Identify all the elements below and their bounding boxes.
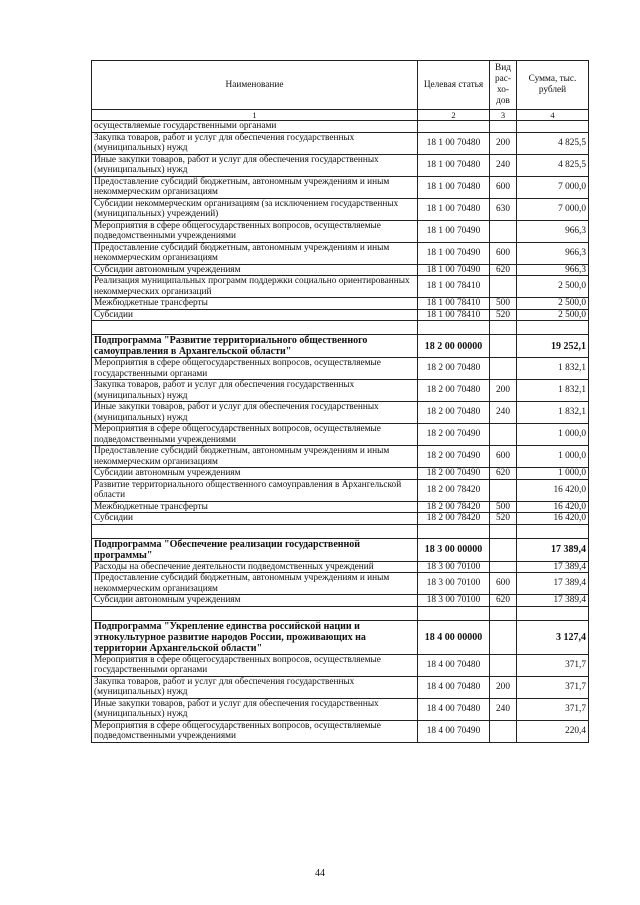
budget-table-page — [91, 60, 588, 743]
cell-target-article: 18 4 00 70480 — [418, 654, 490, 676]
cell-amount: 1 000,0 — [517, 468, 589, 480]
cell-expense-type: 620 — [490, 468, 517, 480]
cell-name — [92, 606, 418, 620]
cell-name: Иные закупки товаров, работ и услуг для обеспечения государственных (муниципальных) нужд — [92, 402, 418, 424]
cell-name: Подпрограмма "Укрепление единства российской нации и этнокультурное развитие народов России, проживающих на территории Архангельской области" — [92, 620, 418, 654]
table-row — [92, 424, 589, 446]
cell-expense-type — [490, 524, 517, 538]
table-row — [92, 264, 589, 276]
page-number: 44 — [315, 868, 325, 879]
cell-amount: 371,7 — [517, 698, 589, 720]
cell-name: Подпрограмма "Развитие территориального общественного самоуправления в Архангельской области" — [92, 335, 418, 358]
cell-name: Иные закупки товаров, работ и услуг для обеспечения государственных (муниципальных) нужд — [92, 698, 418, 720]
table-row — [92, 513, 589, 525]
cell-amount: 966,3 — [517, 264, 589, 276]
cell-name: Закупка товаров, работ и услуг для обеспечения государственных (муниципальных) нужд — [92, 676, 418, 698]
subprogram-row — [92, 538, 589, 561]
table-row — [92, 698, 589, 720]
cell-amount: 19 252,1 — [517, 335, 589, 358]
cell-amount: 1 000,0 — [517, 446, 589, 468]
cell-expense-type: 600 — [490, 242, 517, 264]
cell-target-article: 18 1 00 78410 — [418, 309, 490, 321]
cell-name: Мероприятия в сфере общегосударственных вопросов, осуществляемые государственными органами — [92, 358, 418, 380]
cell-expense-type: 630 — [490, 198, 517, 220]
cell-expense-type — [490, 358, 517, 380]
cell-amount: 1 832,1 — [517, 402, 589, 424]
cell-expense-type: 520 — [490, 513, 517, 525]
cell-name: Субсидии — [92, 309, 418, 321]
cell-amount: 1 832,1 — [517, 358, 589, 380]
cell-expense-type — [490, 538, 517, 561]
cell-name — [92, 321, 418, 335]
header-sum: Сумма, тыс. рублей — [517, 61, 589, 110]
cell-expense-type — [490, 561, 517, 573]
cell-expense-type — [490, 276, 517, 298]
cell-name: Межбюджетные трансферты — [92, 501, 418, 513]
cell-expense-type: 240 — [490, 698, 517, 720]
table-row — [92, 501, 589, 513]
cell-amount: 1 832,1 — [517, 380, 589, 402]
spacer-row — [92, 606, 589, 620]
cell-target-article: 18 2 00 70490 — [418, 446, 490, 468]
col-number-3: 3 — [490, 110, 517, 121]
header-name: Наименование — [92, 61, 418, 110]
table-header-row — [92, 61, 589, 110]
cell-name: Закупка товаров, работ и услуг для обеспечения государственных (муниципальных) нужд — [92, 132, 418, 154]
cell-expense-type: 200 — [490, 380, 517, 402]
cell-target-article: 18 3 00 70100 — [418, 573, 490, 595]
table-row — [92, 198, 589, 220]
table-row — [92, 276, 589, 298]
cell-target-article: 18 2 00 70480 — [418, 380, 490, 402]
cell-name: Субсидии — [92, 513, 418, 525]
cell-target-article: 18 1 00 70480 — [418, 198, 490, 220]
cell-expense-type: 620 — [490, 595, 517, 607]
cell-expense-type — [490, 479, 517, 501]
cell-expense-type — [490, 654, 517, 676]
cell-target-article: 18 2 00 00000 — [418, 335, 490, 358]
cell-name: Закупка товаров, работ и услуг для обеспечения государственных (муниципальных) нужд — [92, 380, 418, 402]
cell-target-article: 18 1 00 70480 — [418, 176, 490, 198]
cell-expense-type: 600 — [490, 446, 517, 468]
cell-expense-type: 240 — [490, 154, 517, 176]
cell-amount: 371,7 — [517, 676, 589, 698]
cell-target-article: 18 4 00 70480 — [418, 676, 490, 698]
cell-name: осуществляемые государственными органами — [92, 121, 418, 133]
cell-target-article: 18 1 00 70490 — [418, 242, 490, 264]
header-vid: Вид рас- хо- дов — [490, 61, 517, 110]
cell-amount: 17 389,4 — [517, 573, 589, 595]
cell-target-article: 18 3 00 70100 — [418, 561, 490, 573]
table-row — [92, 242, 589, 264]
cell-name: Субсидии автономным учреждениям — [92, 595, 418, 607]
cell-amount: 4 825,5 — [517, 154, 589, 176]
cell-expense-type: 240 — [490, 402, 517, 424]
table-row — [92, 220, 589, 242]
cell-name: Подпрограмма "Обеспечение реализации государственной программы" — [92, 538, 418, 561]
cell-name: Субсидии некоммерческим организациям (за исключением государственных (муниципальных) учреждений) — [92, 198, 418, 220]
table-row — [92, 479, 589, 501]
cell-expense-type: 200 — [490, 132, 517, 154]
cell-amount: 4 825,5 — [517, 132, 589, 154]
cell-target-article — [418, 606, 490, 620]
cell-amount: 16 420,0 — [517, 479, 589, 501]
table-row — [92, 298, 589, 310]
cell-name: Предоставление субсидий бюджетным, автономным учреждениям и иным некоммерческим организациям — [92, 176, 418, 198]
cell-amount: 966,3 — [517, 242, 589, 264]
cell-target-article: 18 2 00 78420 — [418, 479, 490, 501]
cell-name: Мероприятия в сфере общегосударственных вопросов, осуществляемые подведомственными учреждениями — [92, 220, 418, 242]
table-row — [92, 358, 589, 380]
cell-target-article: 18 2 00 78420 — [418, 501, 490, 513]
cell-name: Развитие территориального общественного самоуправления в Архангельской области — [92, 479, 418, 501]
cell-expense-type — [490, 220, 517, 242]
cell-amount: 17 389,4 — [517, 538, 589, 561]
cell-name: Предоставление субсидий бюджетным, автономным учреждениям и иным некоммерческим организациям — [92, 242, 418, 264]
cell-expense-type — [490, 720, 517, 742]
table-body — [92, 121, 589, 743]
cell-target-article — [418, 121, 490, 133]
cell-name: Расходы на обеспечение деятельности подведомственных учреждений — [92, 561, 418, 573]
table-row — [92, 176, 589, 198]
cell-amount: 7 000,0 — [517, 176, 589, 198]
cell-target-article: 18 2 00 78420 — [418, 513, 490, 525]
cell-amount: 2 500,0 — [517, 276, 589, 298]
cell-name: Мероприятия в сфере общегосударственных вопросов, осуществляемые подведомственными учреждениями — [92, 720, 418, 742]
cell-expense-type: 600 — [490, 176, 517, 198]
table-row — [92, 720, 589, 742]
cell-target-article: 18 2 00 70490 — [418, 424, 490, 446]
cell-amount: 7 000,0 — [517, 198, 589, 220]
table-row — [92, 573, 589, 595]
spacer-row — [92, 524, 589, 538]
cell-amount: 1 000,0 — [517, 424, 589, 446]
cell-amount — [517, 321, 589, 335]
cell-target-article — [418, 321, 490, 335]
cell-name: Субсидии автономным учреждениям — [92, 468, 418, 480]
table-row — [92, 446, 589, 468]
table-row — [92, 676, 589, 698]
cell-expense-type: 200 — [490, 676, 517, 698]
cell-target-article: 18 1 00 70480 — [418, 154, 490, 176]
cell-expense-type — [490, 620, 517, 654]
table-row — [92, 595, 589, 607]
cell-amount: 2 500,0 — [517, 298, 589, 310]
header-article: Целевая статья — [418, 61, 490, 110]
col-number-1: 1 — [92, 110, 418, 121]
cell-target-article: 18 2 00 70480 — [418, 402, 490, 424]
cell-expense-type — [490, 335, 517, 358]
cell-name: Иные закупки товаров, работ и услуг для обеспечения государственных (муниципальных) нужд — [92, 154, 418, 176]
cell-expense-type: 500 — [490, 501, 517, 513]
cell-name: Реализация муниципальных программ поддержки социально ориентированных некоммерческих организаций — [92, 276, 418, 298]
cell-target-article: 18 2 00 70490 — [418, 468, 490, 480]
cell-name: Предоставление субсидий бюджетным, автономным учреждениям и иным некоммерческим организациям — [92, 446, 418, 468]
table-row — [92, 402, 589, 424]
cell-amount — [517, 121, 589, 133]
cell-target-article: 18 1 00 70490 — [418, 264, 490, 276]
column-number-row — [92, 110, 589, 121]
table-row — [92, 561, 589, 573]
cell-amount: 17 389,4 — [517, 561, 589, 573]
cell-expense-type: 500 — [490, 298, 517, 310]
cell-target-article: 18 1 00 70490 — [418, 220, 490, 242]
col-number-4: 4 — [517, 110, 589, 121]
cell-expense-type — [490, 606, 517, 620]
cell-expense-type — [490, 121, 517, 133]
col-number-2: 2 — [418, 110, 490, 121]
table-row — [92, 468, 589, 480]
cell-target-article: 18 2 00 70480 — [418, 358, 490, 380]
cell-target-article: 18 4 00 70480 — [418, 698, 490, 720]
cell-amount: 17 389,4 — [517, 595, 589, 607]
cell-expense-type — [490, 321, 517, 335]
cell-target-article: 18 1 00 70480 — [418, 132, 490, 154]
cell-amount: 3 127,4 — [517, 620, 589, 654]
cell-amount: 220,4 — [517, 720, 589, 742]
cell-amount: 966,3 — [517, 220, 589, 242]
cell-target-article: 18 4 00 00000 — [418, 620, 490, 654]
table-row — [92, 121, 589, 133]
cell-target-article: 18 1 00 78410 — [418, 276, 490, 298]
cell-amount: 371,7 — [517, 654, 589, 676]
cell-name: Мероприятия в сфере общегосударственных вопросов, осуществляемые государственными органами — [92, 654, 418, 676]
table-row — [92, 380, 589, 402]
table-row — [92, 154, 589, 176]
cell-amount: 16 420,0 — [517, 513, 589, 525]
table-row — [92, 132, 589, 154]
cell-name — [92, 524, 418, 538]
cell-name: Мероприятия в сфере общегосударственных вопросов, осуществляемые подведомственными учреждениями — [92, 424, 418, 446]
cell-name: Предоставление субсидий бюджетным, автономным учреждениям и иным некоммерческим организациям — [92, 573, 418, 595]
cell-expense-type: 600 — [490, 573, 517, 595]
cell-target-article: 18 3 00 70100 — [418, 595, 490, 607]
cell-target-article: 18 4 00 70490 — [418, 720, 490, 742]
cell-amount: 16 420,0 — [517, 501, 589, 513]
subprogram-row — [92, 620, 589, 654]
table-row — [92, 309, 589, 321]
cell-target-article: 18 1 00 78410 — [418, 298, 490, 310]
cell-amount — [517, 524, 589, 538]
cell-expense-type: 520 — [490, 309, 517, 321]
cell-expense-type — [490, 424, 517, 446]
cell-name: Субсидии автономным учреждениям — [92, 264, 418, 276]
cell-name: Межбюджетные трансферты — [92, 298, 418, 310]
table-row — [92, 654, 589, 676]
cell-expense-type: 620 — [490, 264, 517, 276]
budget-table — [91, 60, 589, 743]
cell-amount — [517, 606, 589, 620]
subprogram-row — [92, 335, 589, 358]
spacer-row — [92, 321, 589, 335]
cell-amount: 2 500,0 — [517, 309, 589, 321]
cell-target-article — [418, 524, 490, 538]
cell-target-article: 18 3 00 00000 — [418, 538, 490, 561]
